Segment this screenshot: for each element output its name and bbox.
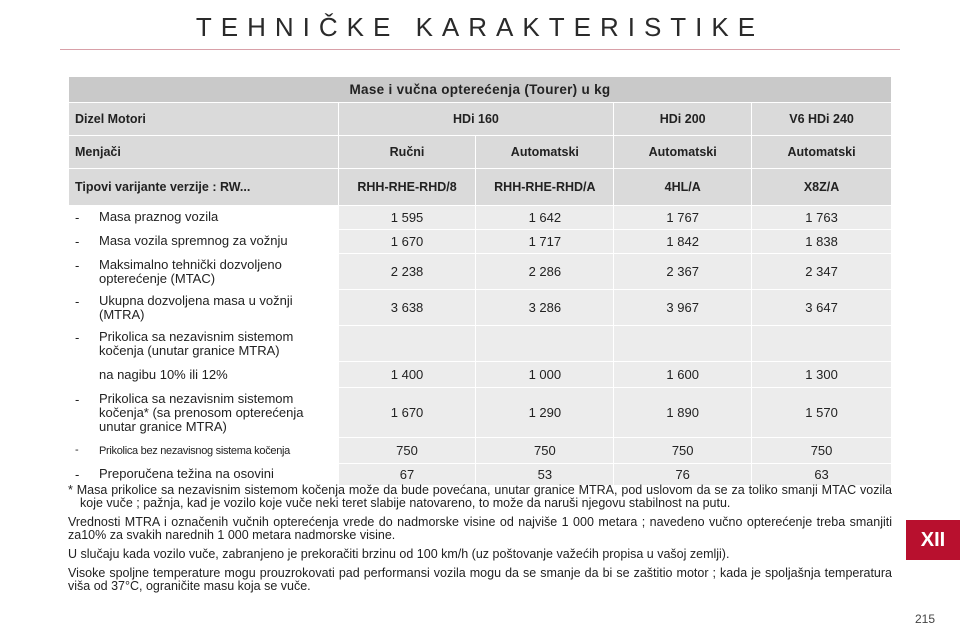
row-value: 750 (476, 438, 614, 464)
row-value: 1 670 (338, 388, 476, 438)
variant-value: X8Z/A (752, 169, 892, 206)
row-value: 2 286 (476, 254, 614, 290)
title-divider (60, 49, 900, 50)
row-value: 1 670 (338, 230, 476, 254)
page-number: 215 (915, 612, 936, 626)
row-value: 750 (752, 438, 892, 464)
row-value (614, 326, 752, 362)
row-value: 1 570 (752, 388, 892, 438)
note-paragraph: U slučaju kada vozilo vuče, zabranjeno je prekoračiti brzinu od 100 km/h (uz poštovanje važećih propisa u vašoj zemlji). (68, 547, 730, 561)
row-label: Maksimalno tehnički dozvoljeno opterećenje (MTAC) (99, 256, 282, 286)
row-value: 1 842 (614, 230, 752, 254)
row-label: Masa vozila spremnog za vožnju (99, 233, 288, 248)
notes-section (68, 484, 892, 599)
engines-row (69, 103, 892, 136)
gearbox-value: Ručni (338, 136, 476, 169)
row-label: Prikolica bez nezavisnog sistema kočenja (99, 444, 290, 457)
row-dash: - (75, 443, 79, 456)
row-value: 750 (614, 438, 752, 464)
row-value: 1 595 (338, 206, 476, 230)
note-paragraph: Visoke spoljne temperature mogu prouzrokovati pad performansi vozila mogu da se smanje da bi se zaštitio motor ; kada je spoljašnja temperatura viša od 37°C, ograničite masu koja se vuče. (68, 566, 892, 593)
page-title: TEHNIČKE KARAKTERISTIKE (195, 12, 765, 42)
row-value: 1 290 (476, 388, 614, 438)
row-value: 53 (476, 464, 614, 486)
row-value: 1 890 (614, 388, 752, 438)
row-dash (75, 368, 99, 382)
gearbox-label: Menjači (69, 136, 339, 169)
engine-v6: V6 HDi 240 (752, 103, 892, 136)
row-label: Ukupna dozvoljena masa u vožnji (MTRA) (99, 292, 293, 322)
row-value: 1 717 (476, 230, 614, 254)
row-value: 750 (338, 438, 476, 464)
row-dash: - (75, 391, 80, 407)
variant-value: RHH-RHE-RHD/8 (338, 169, 476, 206)
gearbox-value: Automatski (614, 136, 752, 169)
row-value: 1 300 (752, 362, 892, 388)
section-tab[interactable]: XII (906, 520, 960, 560)
row-value: 1 642 (476, 206, 614, 230)
row-dash: - (75, 210, 80, 225)
gearbox-row (69, 136, 892, 169)
row-value (476, 326, 614, 362)
gearbox-value: Automatski (476, 136, 614, 169)
row-value (338, 326, 476, 362)
table-row (69, 206, 892, 230)
row-value: 2 238 (338, 254, 476, 290)
engine-hdi200: HDi 200 (614, 103, 752, 136)
row-value: 2 367 (614, 254, 752, 290)
table-row (69, 290, 892, 326)
row-label: na nagibu 10% ili 12% (99, 366, 228, 382)
row-label: Prikolica sa nezavisnim sistemom kočenja* (sa prenosom opterećenja unutar granice MTRA) (99, 390, 304, 434)
row-value: 3 286 (476, 290, 614, 326)
table-row (69, 254, 892, 290)
row-value: 63 (752, 464, 892, 486)
variant-value: 4HL/A (614, 169, 752, 206)
variant-value: RHH-RHE-RHD/A (476, 169, 614, 206)
variants-label: Tipovi varijante verzije : RW... (69, 169, 339, 206)
table-row (69, 230, 892, 254)
row-dash: - (75, 467, 80, 482)
gearbox-value: Automatski (752, 136, 892, 169)
row-value: 3 647 (752, 290, 892, 326)
row-label: Masa praznog vozila (99, 209, 219, 224)
table-caption-row (69, 77, 892, 103)
table-row (69, 362, 892, 388)
row-value: 3 638 (338, 290, 476, 326)
mass-towing-table (68, 76, 892, 486)
row-value (752, 326, 892, 362)
row-label: Prikolica sa nezavisnim sistemom kočenja (unutar granice MTRA) (99, 328, 294, 358)
row-value: 1 838 (752, 230, 892, 254)
row-value: 67 (338, 464, 476, 486)
row-dash: - (75, 293, 80, 309)
engines-label: Dizel Motori (69, 103, 339, 136)
row-dash: - (75, 329, 80, 345)
row-value: 1 767 (614, 206, 752, 230)
row-value: 1 000 (476, 362, 614, 388)
row-dash: - (75, 234, 80, 249)
engine-hdi160: HDi 160 (338, 103, 614, 136)
row-value: 1 763 (752, 206, 892, 230)
table-caption: Mase i vučna opterećenja (Tourer) u kg (69, 77, 892, 103)
row-value: 2 347 (752, 254, 892, 290)
footnote: * Masa prikolice sa nezavisnim sistemom kočenja može da bude povećana, unutar granice MTRA, pod uslovom da se za toliko smanji MTAC vozila koje vuče ; pažnja, kad je vozilo koje vuče neki teret slabije natovareno, to može da naruši njegovu stabilnost na putu. (68, 483, 892, 510)
row-value: 1 600 (614, 362, 752, 388)
note-paragraph: Vrednosti MTRA i označenih vučnih opterećenja vrede do nadmorske visine od najviše 1 000 metara ; navedeno vučno opterećenje treba smanjiti za10% za svakih narednih 1 000 metara nadmorske visine. (68, 515, 892, 542)
row-value: 3 967 (614, 290, 752, 326)
row-dash: - (75, 257, 80, 273)
variants-row (69, 169, 892, 206)
table-row (69, 438, 892, 464)
row-value: 1 400 (338, 362, 476, 388)
row-label: Preporučena težina na osovini (99, 466, 274, 481)
table-row (69, 388, 892, 438)
row-value: 76 (614, 464, 752, 486)
table-row (69, 326, 892, 362)
